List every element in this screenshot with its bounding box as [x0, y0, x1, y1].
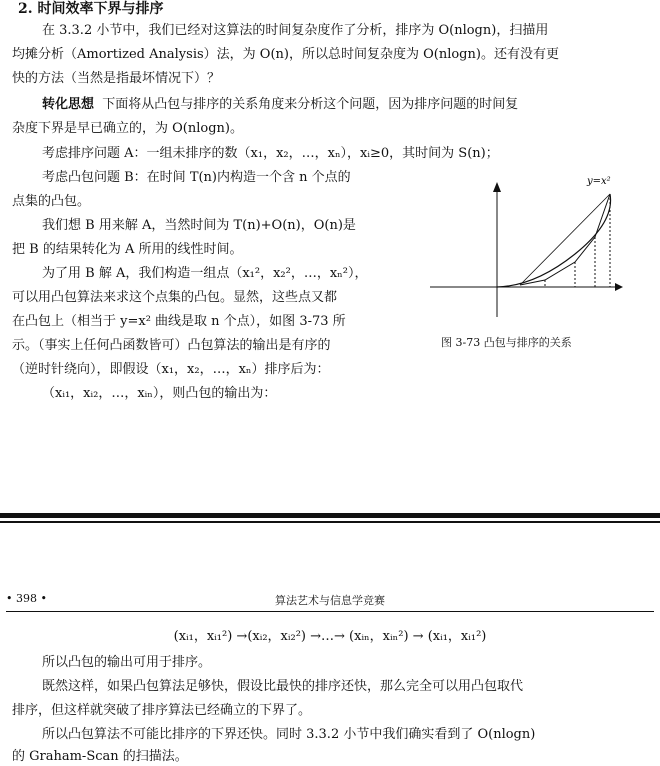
paragraph-line: 在 3.3.2 小节中，我们已经对这算法的时间复杂度作了分析，排序为 O(nlogn)，扫描用 [42, 23, 549, 38]
book-title: 算法艺术与信息学竞赛 [275, 594, 385, 607]
paragraph-line: 可以用凸包算法来求这个点集的凸包。显然，这些点又都 [12, 290, 338, 305]
paragraph-line: 考虑凸包问题 B：在时间 T(n)内构造一个含 n 个点的 [42, 170, 351, 185]
paragraph-line: 的 Graham-Scan 的扫描法。 [12, 749, 188, 764]
paragraph-line: 我们想 B 用来解 A，当然时间为 T(n)+O(n)，O(n)是 [42, 218, 356, 233]
paragraph-line: 快的方法（当然是指最坏情况下）？ [12, 71, 221, 86]
paragraph-line: 示。（事实上任何凸函数皆可）凸包算法的输出是有序的 [12, 338, 331, 353]
paragraph-line: 考虑排序问题 A：一组未排序的数（x₁，x₂，…，xₙ），xᵢ≥0，其时间为 S(n)； [42, 146, 499, 161]
figure-caption: 图 3-73 凸包与排序的关系 [441, 336, 572, 349]
term-label: 转化思想 [42, 97, 95, 112]
x-axis-arrow-icon [615, 283, 623, 291]
paragraph-line: 所以凸包的输出可用于排序。 [42, 655, 212, 670]
page-number: • 398 • [6, 592, 47, 605]
figure-svg [425, 172, 625, 322]
paragraph-line: 点集的凸包。 [12, 194, 91, 209]
paragraph-text: 下面将从凸包与排序的关系角度来分析这个问题，因为排序问题的时间复 [102, 97, 519, 112]
paragraph-line: 为了用 B 解 A，我们构造一组点（x₁²，x₂²，…，xₙ²）， [42, 266, 368, 281]
header-rule [6, 611, 654, 612]
paragraph-line: 杂度下界是早已确立的，为 O(nlogn)。 [12, 121, 243, 136]
formula: (xᵢ₁，xᵢ₁²) →(xᵢ₂，xᵢ₂²) →…→ (xᵢₙ，xᵢₙ²) → (xᵢ₁，xᵢ₁²) [173, 629, 487, 644]
page-separator-thin [0, 521, 660, 523]
section-heading: 2. 时间效率下界与排序 [18, 1, 164, 17]
page-separator [0, 513, 660, 518]
paragraph-line: 所以凸包算法不可能比排序的下界还快。同时 3.3.2 小节中我们确实看到了 O(nlogn) [42, 727, 536, 742]
curve-label: y=x² [587, 176, 611, 187]
paragraph-line: 均摊分析（Amortized Analysis）法，为 O(n)，所以总时间复杂度为 O(nlogn)。还有没有更 [12, 47, 559, 62]
paragraph-line [42, 96, 518, 114]
paragraph-line: 把 B 的结果转化为 A 所用的线性时间。 [12, 242, 243, 257]
hull-edge [520, 194, 610, 285]
paragraph-line: 在凸包上（相当于 y=x² 曲线是取 n 个点），如图 3-73 所 [12, 314, 346, 329]
paragraph-line: （xᵢ₁，xᵢ₂，…，xᵢₙ），则凸包的输出为： [42, 386, 277, 401]
paragraph-line: （逆时针绕向），即假设（x₁，x₂，…，xₙ）排序后为： [12, 362, 330, 377]
figure-convex-hull [425, 172, 625, 322]
parabola-curve [497, 194, 611, 287]
y-axis-arrow-icon [493, 182, 501, 192]
paragraph-line: 排序，但这样就突破了排序算法已经确立的下界了。 [12, 703, 312, 718]
paragraph-line: 既然这样，如果凸包算法足够快，假设比最快的排序还快，那么完全可以用凸包取代 [42, 679, 524, 694]
